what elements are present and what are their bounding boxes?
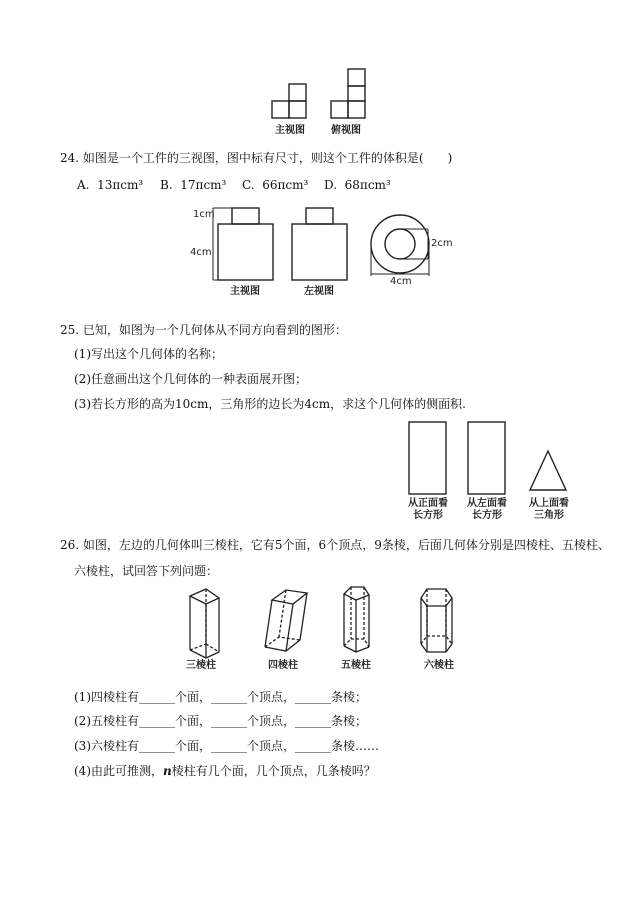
q25-number: 25.	[60, 323, 80, 337]
top-views-figure	[0, 0, 640, 140]
q26-prisms-figure	[0, 580, 640, 670]
q26-prism-label-4: 四棱柱	[268, 660, 298, 671]
front-view-label: 主视图	[275, 125, 305, 136]
q25-view3-label: 从上面看 三角形	[529, 498, 569, 521]
q26-prism-label-6: 六棱柱	[424, 660, 454, 671]
q26-stem-line1: 26. 如图，左边的几何体叫三棱柱，它有5个面，6个顶点，9条棱，后面几何体分别是四棱柱、五棱柱、	[60, 538, 610, 552]
q26-stem-line2: 六棱柱，试回答下列问题：	[74, 564, 219, 578]
q25-view2-label: 从左面看 长方形	[467, 498, 507, 521]
q24-dim-height: 4cm	[190, 247, 212, 258]
q24-option-a: A. 13πcm³	[77, 178, 144, 192]
q24-dim-top: 1cm	[193, 209, 215, 220]
q24-option-b: B. 17πcm³	[160, 178, 227, 192]
q24-option-c: C. 66πcm³	[242, 178, 309, 192]
q25-views-figure	[0, 420, 640, 500]
q24-left-view-label: 左视图	[304, 286, 334, 297]
q25-part-2: (2)任意画出这个几何体的一种表面展开图；	[74, 372, 307, 386]
q24-dim-inner: 2cm	[431, 238, 453, 249]
q26-part-2: (2)五棱柱有______个面，______个顶点，______条棱；	[74, 714, 368, 728]
q26-part-1: (1)四棱柱有______个面，______个顶点，______条棱；	[74, 690, 368, 704]
q24-front-view-label: 主视图	[230, 286, 260, 297]
q24-option-d: D. 68πcm³	[324, 178, 391, 192]
q25-stem	[60, 322, 347, 338]
q26-prism-label-3: 三棱柱	[186, 660, 216, 671]
q24-number: 24.	[60, 151, 80, 165]
q26-number: 26.	[60, 538, 80, 552]
q24-dim-outer: 4cm	[390, 276, 412, 287]
q25-view1-label: 从正面看 长方形	[408, 498, 448, 521]
q26-part-3: (3)六棱柱有______个面，______个顶点，______条棱……	[74, 739, 380, 753]
q25-part-1: (1)写出这个几何体的名称；	[74, 347, 223, 361]
q24-stem	[60, 150, 452, 166]
q25-text: 已知，如图为一个几何体从不同方向看到的图形：	[82, 323, 347, 337]
q24-text: 如图是一个工件的三视图，图中标有尺寸，则这个工件的体积是( )	[82, 151, 453, 165]
q26-part-4: (4)由此可推测，n棱柱有几个面，几个顶点，几条棱吗？	[74, 764, 376, 778]
q25-part-3: (3)若长方形的高为10cm，三角形的边长为4cm，求这个几何体的侧面积.	[74, 397, 466, 411]
top-view-label: 俯视图	[331, 125, 361, 136]
q26-prism-label-5: 五棱柱	[341, 660, 371, 671]
